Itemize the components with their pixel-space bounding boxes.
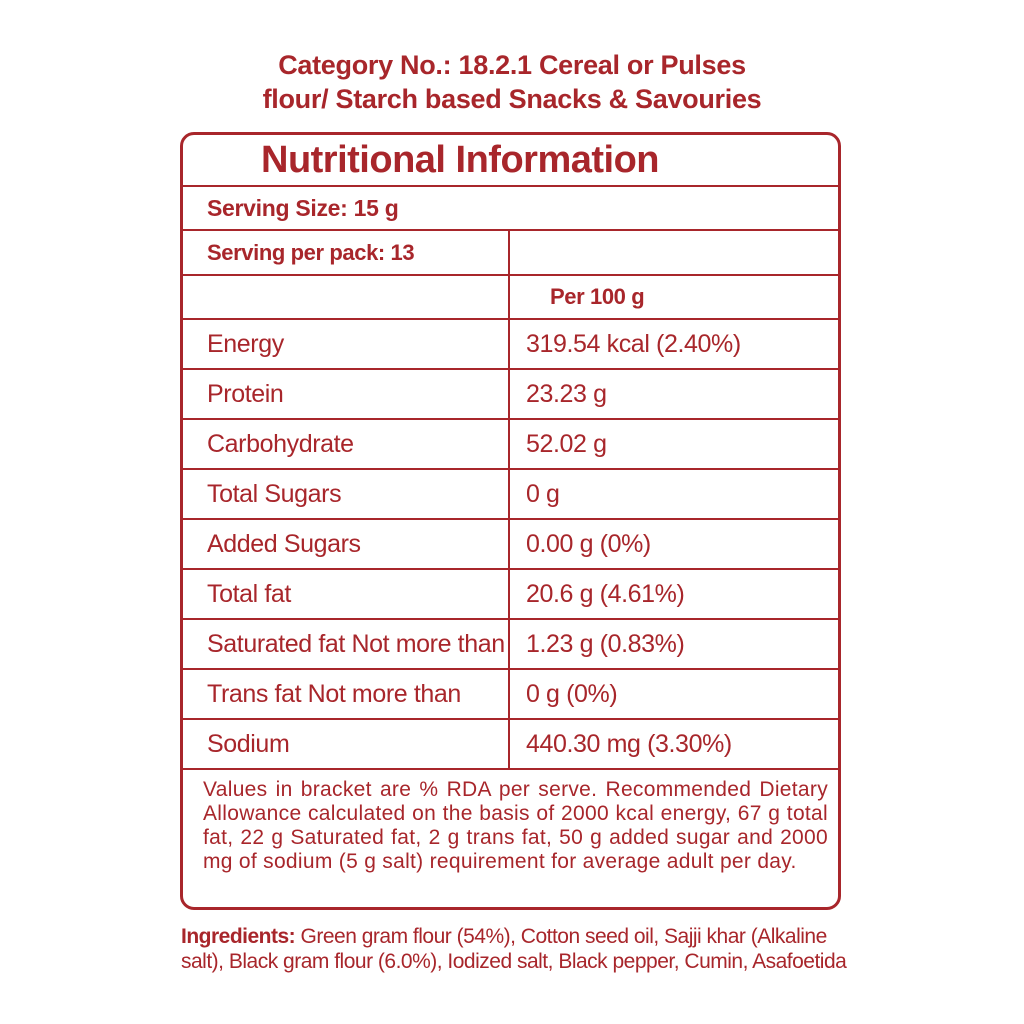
ingredients-block	[181, 924, 851, 974]
nutrient-label: Carbohydrate	[183, 420, 510, 468]
nutrient-label: Sodium	[183, 720, 510, 768]
nutrient-row-added-sugars	[183, 520, 838, 570]
nutrient-label: Added Sugars	[183, 520, 510, 568]
nutrient-label: Energy	[183, 320, 510, 368]
serving-per-pack: Serving per pack: 13	[183, 231, 510, 274]
per-100g-header: Per 100 g	[550, 284, 645, 309]
nutrient-value: 319.54 kcal (2.40%)	[526, 329, 741, 358]
ingredients-label: Ingredients:	[181, 925, 296, 948]
nutrient-label: Saturated fat Not more than	[183, 620, 510, 668]
nutrient-label: Trans fat Not more than	[183, 670, 510, 718]
nutrient-row-total-sugars	[183, 470, 838, 520]
nutrient-label: Total fat	[183, 570, 510, 618]
nutrient-label: Protein	[183, 370, 510, 418]
nutrient-value: 52.02 g	[526, 429, 607, 458]
serving-per-pack-empty-cell	[510, 231, 838, 274]
column-header-row	[183, 276, 838, 320]
ingredients-text: Green gram flour (54%), Cotton seed oil, Sajji khar (Alkaline salt), Black gram flour (6.0%), Iodized salt, Black pepper, Cumin, Asafoetida	[181, 925, 847, 973]
panel-title: Nutritional Information	[183, 135, 838, 187]
nutrient-row-energy	[183, 320, 838, 370]
category-heading	[0, 48, 1024, 116]
nutrient-row-sodium	[183, 720, 838, 770]
nutrient-value: 20.6 g (4.61%)	[526, 579, 685, 608]
category-line-2: flour/ Starch based Snacks & Savouries	[262, 84, 762, 114]
nutrient-row-saturated-fat	[183, 620, 838, 670]
category-line-1: Category No.: 18.2.1 Cereal or Pulses	[278, 50, 746, 80]
nutrient-row-protein	[183, 370, 838, 420]
nutrient-value: 440.30 mg (3.30%)	[526, 729, 732, 758]
nutrient-row-carbohydrate	[183, 420, 838, 470]
column-header-empty-cell	[183, 276, 510, 318]
serving-size: Serving Size: 15 g	[207, 194, 399, 221]
nutrient-row-total-fat	[183, 570, 838, 620]
rda-note: Values in bracket are % RDA per serve. Recommended Dietary Allowance calculated on the basis of 2000 kcal energy, 67 g total fat, 22 g Saturated fat, 2 g trans fat, 50 g added sugar and 2000 mg of sodium (5 g salt) requirement for average adult per day.	[203, 778, 828, 873]
serving-size-row	[183, 187, 838, 231]
nutrition-panel	[180, 132, 841, 910]
nutrient-value: 1.23 g (0.83%)	[526, 629, 685, 658]
nutrient-value: 0.00 g (0%)	[526, 529, 651, 558]
nutrient-row-trans-fat	[183, 670, 838, 720]
nutrient-value: 23.23 g	[526, 379, 607, 408]
nutrient-value: 0 g (0%)	[526, 679, 618, 708]
serving-per-pack-row	[183, 231, 838, 276]
nutrient-label: Total Sugars	[183, 470, 510, 518]
nutrient-value: 0 g	[526, 479, 560, 508]
